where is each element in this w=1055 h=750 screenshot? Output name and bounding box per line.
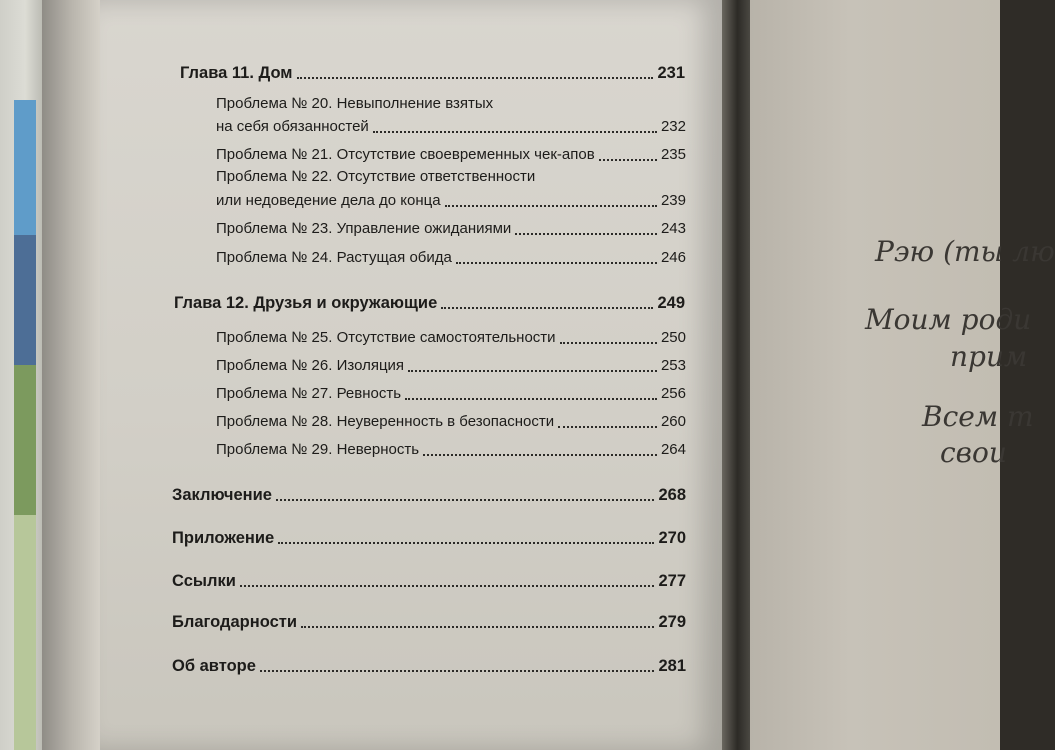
leader-dots	[278, 542, 654, 544]
section-title: Ссылки	[172, 572, 236, 590]
leader-dots	[456, 262, 657, 264]
item-title: на себя обязанностей	[216, 118, 369, 135]
toc-chapter-11	[180, 62, 685, 84]
section-title: Приложение	[172, 529, 275, 547]
toc-item-22	[216, 190, 686, 212]
toc-about-author	[172, 655, 686, 677]
leader-dots	[441, 307, 653, 309]
dedication-line: свои	[940, 436, 1007, 469]
toc-item-20	[216, 116, 686, 138]
page-number: 256	[660, 385, 686, 402]
item-title: Проблема № 26. Изоляция	[216, 357, 405, 374]
page-number: 246	[660, 249, 686, 266]
page-number: 232	[660, 118, 686, 135]
item-title: Проблема № 29. Неверность	[216, 441, 420, 458]
item-title: или недоведение дела до конца	[216, 192, 441, 209]
leader-dots	[599, 159, 657, 161]
toc-item-line: Проблема № 20. Невыполнение взятых	[216, 95, 494, 112]
leader-dots	[445, 205, 657, 207]
page-number: 249	[657, 294, 685, 312]
toc-conclusion	[172, 484, 686, 506]
book-gutter	[722, 0, 750, 750]
leader-dots	[260, 670, 655, 672]
page-number: 235	[660, 146, 686, 163]
cover-stripe-light-green	[14, 515, 36, 750]
toc-item-line: Проблема № 22. Отсутствие ответственности	[216, 168, 536, 185]
page-number: 277	[658, 572, 686, 590]
page-number: 260	[660, 413, 686, 430]
toc-appendix	[172, 527, 686, 549]
toc-item-24	[216, 247, 686, 269]
toc-chapter-12	[174, 292, 685, 314]
toc-item-26	[216, 355, 686, 377]
section-title: Благодарности	[172, 613, 297, 631]
toc-item-29	[216, 439, 686, 461]
item-title: Проблема № 25. Отсутствие самостоятельности	[216, 329, 556, 346]
section-title: Заключение	[172, 486, 272, 504]
chapter-title: Глава 12. Друзья и окружающие	[174, 294, 438, 312]
cover-stripe-navy	[14, 235, 36, 365]
dedication-line: Рэю (ты лю	[875, 235, 1055, 268]
dedication-page	[750, 0, 1055, 750]
dedication-line: Моим роди	[865, 303, 1032, 336]
cover-stripe-green	[14, 365, 36, 515]
leader-dots	[373, 131, 657, 133]
page-number: 231	[657, 64, 685, 82]
page-number: 281	[658, 657, 686, 675]
leader-dots	[276, 499, 655, 501]
leader-dots	[558, 426, 657, 428]
chapter-title: Глава 11. Дом	[180, 64, 293, 82]
page-number: 250	[660, 329, 686, 346]
section-title: Об авторе	[172, 657, 256, 675]
cover-stripe-blue	[14, 100, 36, 235]
toc-item-28	[216, 411, 686, 433]
item-title: Проблема № 28. Неуверенность в безопасности	[216, 413, 555, 430]
page-number: 243	[660, 220, 686, 237]
toc-acknowledgements	[172, 611, 686, 633]
leader-dots	[515, 233, 657, 235]
leader-dots	[405, 398, 657, 400]
leader-dots	[408, 370, 657, 372]
leader-dots	[297, 77, 654, 79]
toc-page	[100, 0, 722, 750]
page-number: 264	[660, 441, 686, 458]
toc-item-23	[216, 218, 686, 240]
page-number: 279	[658, 613, 686, 631]
item-title: Проблема № 23. Управление ожиданиями	[216, 220, 512, 237]
item-title: Проблема № 21. Отсутствие своевременных чек-апов	[216, 146, 595, 163]
leader-dots	[240, 585, 655, 587]
dedication-line: прим	[950, 340, 1028, 373]
toc-item-21	[216, 144, 686, 166]
toc-item-25	[216, 327, 686, 349]
page-number: 239	[660, 192, 686, 209]
dedication-line: Всем т	[922, 400, 1034, 433]
leader-dots	[423, 454, 657, 456]
page-stack-edge	[42, 0, 102, 750]
page-number: 253	[660, 357, 686, 374]
page-number: 270	[658, 529, 686, 547]
page-number: 268	[658, 486, 686, 504]
book-cover-edge	[0, 0, 42, 750]
item-title: Проблема № 27. Ревность	[216, 385, 402, 402]
toc-item-27	[216, 383, 686, 405]
leader-dots	[301, 626, 654, 628]
toc-references	[172, 570, 686, 592]
leader-dots	[560, 342, 657, 344]
item-title: Проблема № 24. Растущая обида	[216, 249, 452, 266]
